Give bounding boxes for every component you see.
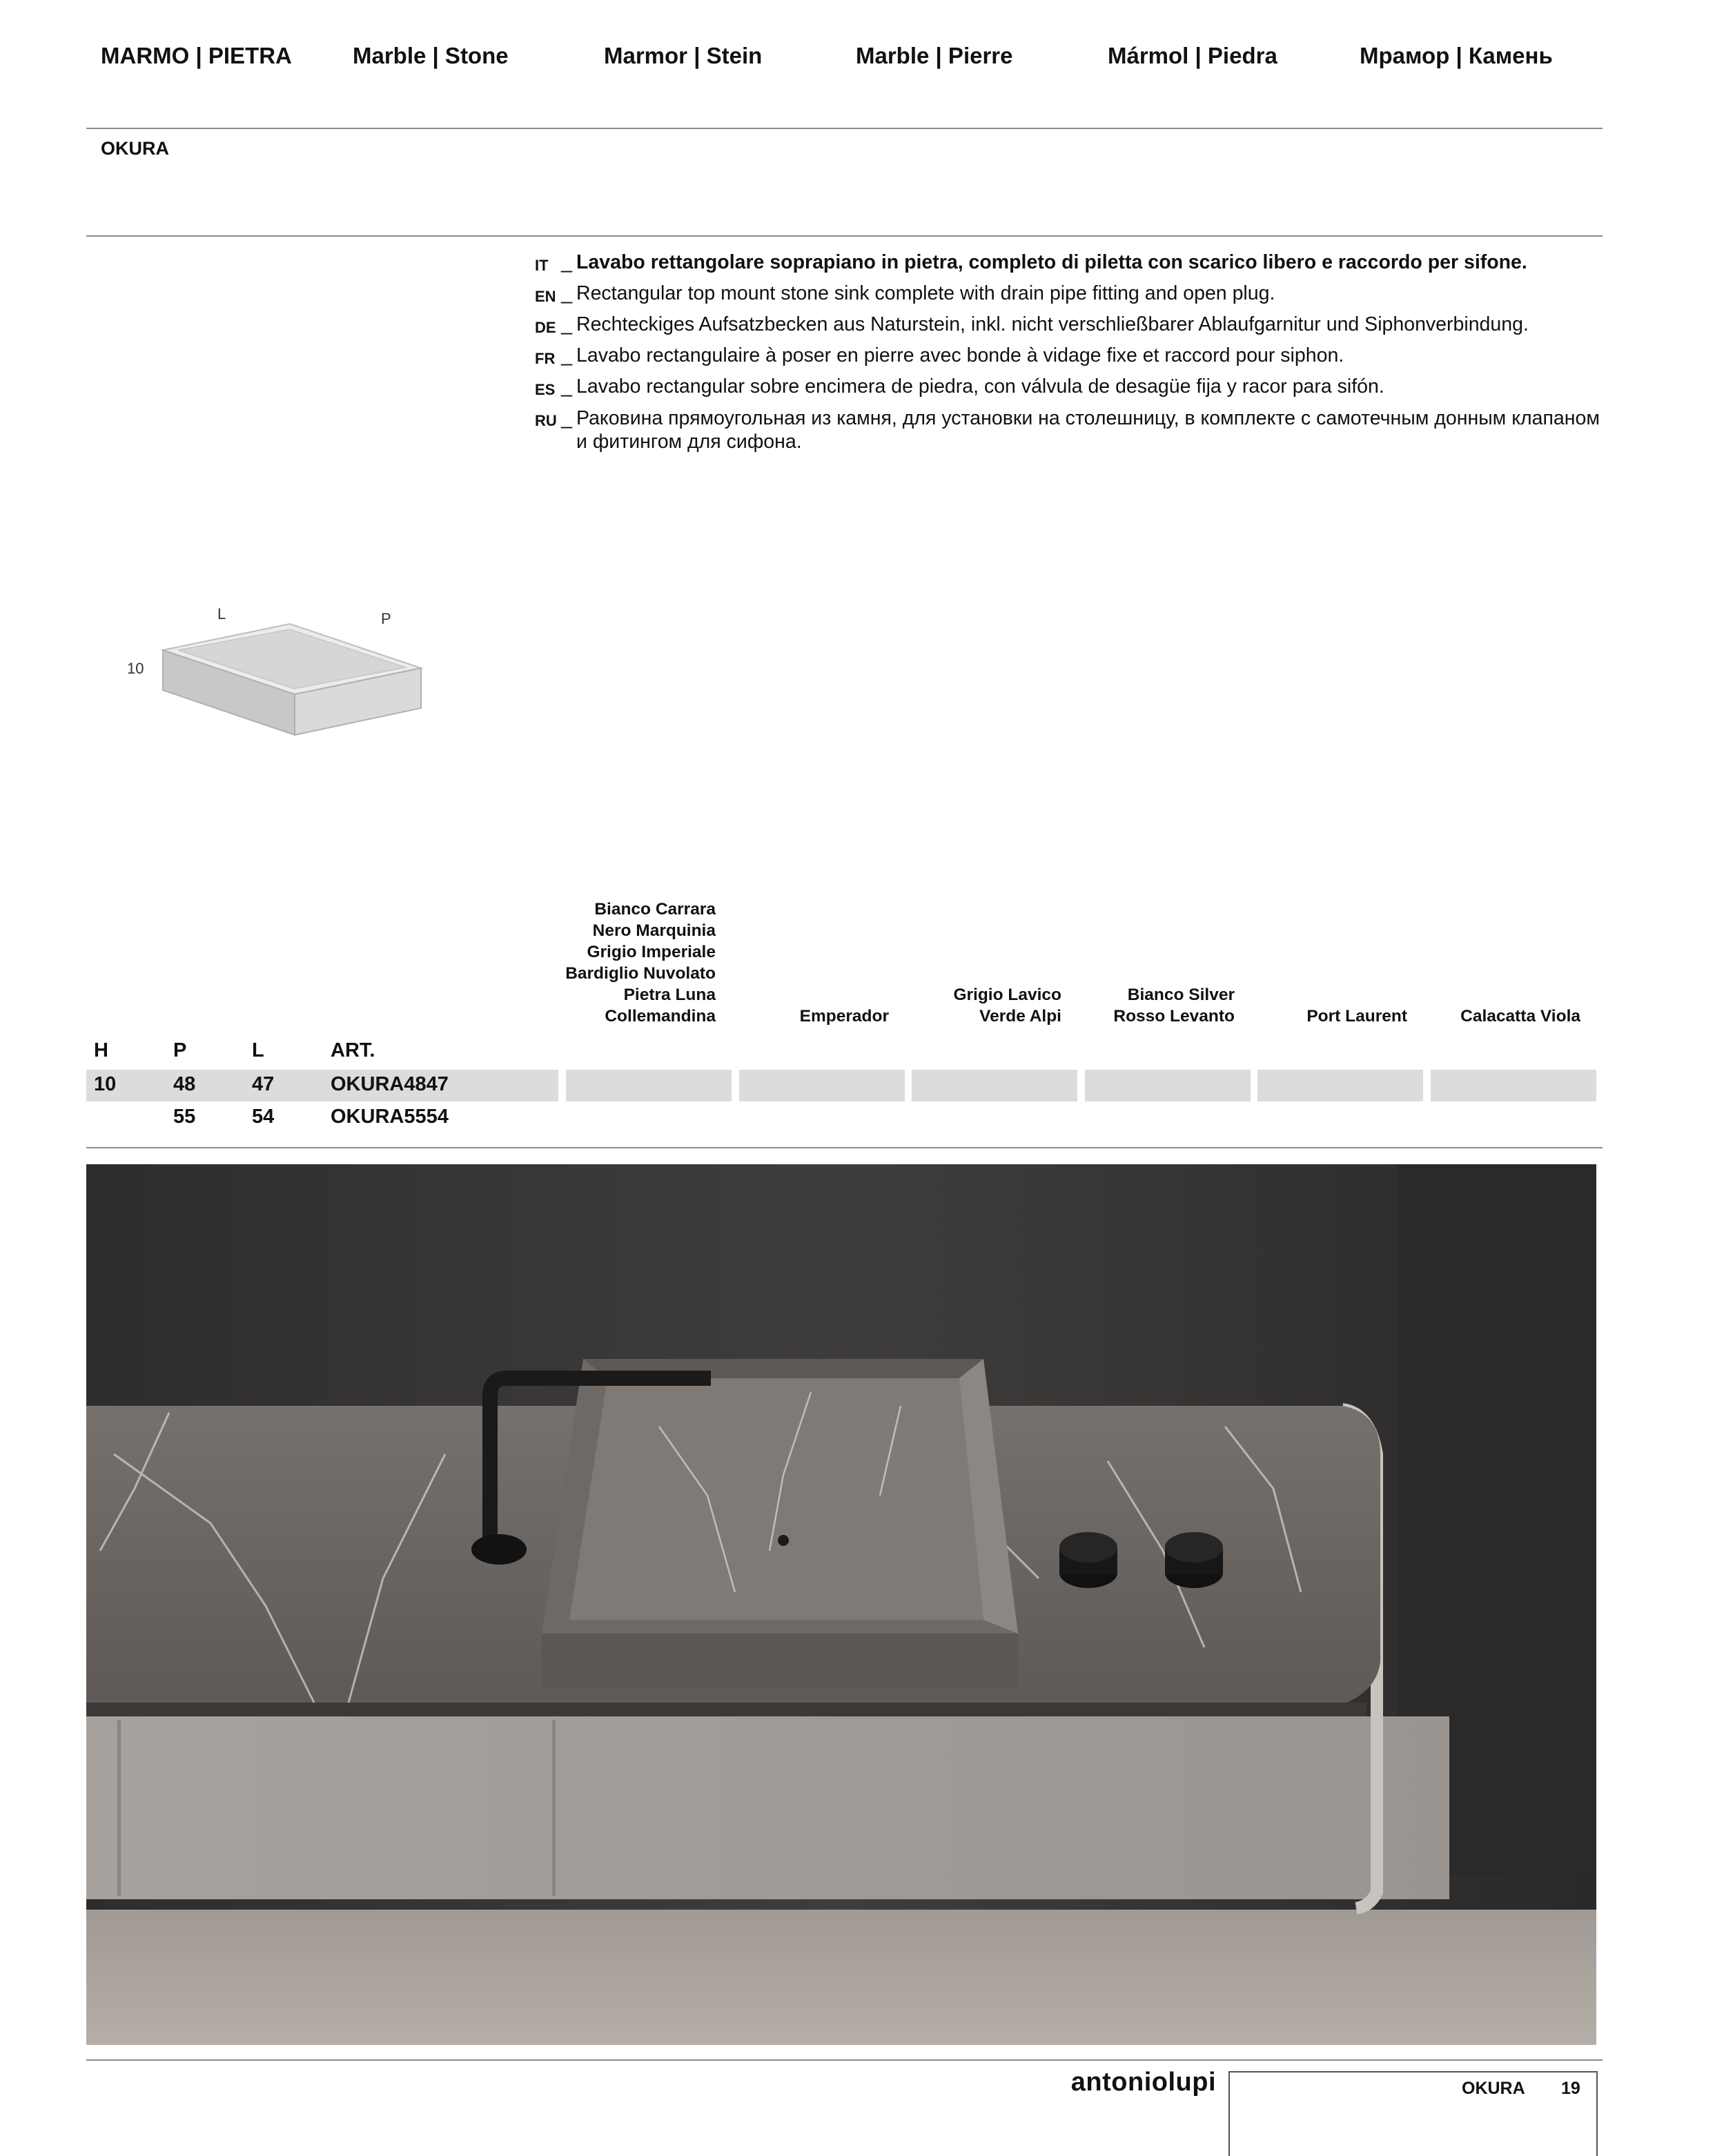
column-header-art: ART.: [331, 1039, 375, 1061]
description-fr: FR _ Lavabo rectangulaire à poser en pierre avec bonde à vidage fixe et raccord pour siphon.: [535, 342, 1612, 373]
footer-box: [1228, 2071, 1598, 2156]
table-cell-p: 48: [173, 1073, 196, 1095]
finish-cell: [1431, 1070, 1596, 1101]
description-text: Lavabo rettangolare soprapiano in pietra, completo di piletta con scarico libero e raccordo per sifone.: [576, 251, 1527, 273]
table-cell-l: 54: [252, 1106, 275, 1128]
table-row-highlight: [86, 1070, 558, 1101]
language-code: ES: [535, 381, 556, 398]
language-code: RU: [535, 412, 557, 429]
table-cell-p: 55: [173, 1106, 196, 1128]
section-divider: [86, 235, 1603, 237]
finish-column-4: [1113, 984, 1235, 1027]
finish-name: Calacatta Viola: [1460, 1007, 1580, 1026]
finish-name: Grigio Imperiale: [587, 943, 716, 961]
finish-name: Pietra Luna: [623, 986, 716, 1004]
product-photo: [86, 1164, 1596, 2045]
table-cell-h: 10: [94, 1073, 117, 1095]
column-header-p: P: [173, 1039, 187, 1061]
language-code: DE: [535, 319, 556, 336]
description-it: IT _ Lavabo rettangolare soprapiano in pietra, completo di piletta con scarico libero e raccordo per sifone.: [535, 248, 1612, 280]
finish-cell: [739, 1070, 905, 1101]
section-title: OKURA: [101, 138, 169, 159]
bathroom-scene-image: [86, 1164, 1596, 2045]
description-text: Lavabo rectangulaire à poser en pierre avec bonde à vidage fixe et raccord pour siphon.: [576, 344, 1344, 366]
finish-column-5: [1306, 1006, 1407, 1027]
header-title-ru: Мрамор | Камень: [1360, 43, 1553, 68]
finish-name: Rosso Levanto: [1113, 1007, 1235, 1026]
table-cell-l: 47: [252, 1073, 275, 1095]
finish-name: Emperador: [799, 1007, 889, 1026]
header-title-de: Marmor | Stein: [604, 43, 763, 68]
product-description: [535, 248, 1612, 453]
description-en: EN _ Rectangular top mount stone sink complete with drain pipe fitting and open plug.: [535, 280, 1612, 311]
header-title-fr: Marble | Pierre: [856, 43, 1013, 68]
finish-name: Bianco Carrara: [594, 900, 716, 919]
sink-technical-drawing: [117, 600, 442, 738]
language-code: EN: [535, 288, 556, 305]
finish-name: Grigio Lavico: [953, 986, 1061, 1004]
description-ru: RU _ Раковина прямоугольная из камня, для установки на столешницу, в комплекте с самотечным донным клапаном и фитингом для сифона.: [535, 406, 1612, 453]
brand-logo: antoniolupi: [1070, 2068, 1216, 2097]
description-text: Lavabo rectangular sobre encimera de piedra, con válvula de desagüe fija y racor para sifón.: [576, 375, 1384, 398]
finish-name: Bianco Silver: [1127, 986, 1235, 1004]
column-header-l: L: [252, 1039, 264, 1061]
finish-cell: [1257, 1070, 1423, 1101]
description-text: Rectangular top mount stone sink complete with drain pipe fitting and open plug.: [576, 282, 1275, 304]
finish-column-2: [800, 1006, 889, 1027]
finish-name: Collemandina: [605, 1007, 716, 1026]
language-code: IT: [535, 257, 549, 274]
finish-name: Verde Alpi: [979, 1007, 1061, 1026]
description-de: DE _ Rechteckiges Aufsatzbecken aus Naturstein, inkl. nicht verschließbarer Ablaufgarnitur und Siphonverbindung.: [535, 311, 1612, 342]
page-number: 19: [1561, 2079, 1580, 2098]
finish-cell: [566, 1070, 732, 1101]
description-es: ES _ Lavabo rectangular sobre encimera de piedra, con válvula de desagüe fija y racor para sifón.: [535, 373, 1612, 404]
footer-section-name: OKURA: [1462, 2079, 1525, 2098]
finish-name: Nero Marquinia: [592, 921, 716, 940]
finish-column-6: [1460, 1006, 1580, 1027]
description-text: Раковина прямоугольная из камня, для установки на столешницу, в комплекте с самотечным донным клапаном и фитингом для сифона.: [576, 407, 1600, 453]
finish-column-1: [565, 899, 716, 1027]
header-title-en: Marble | Stone: [353, 43, 509, 68]
finish-name: Port Laurent: [1306, 1007, 1407, 1026]
dimension-label-l: L: [217, 605, 226, 623]
finish-column-3: [953, 984, 1061, 1027]
language-code: FR: [535, 350, 556, 367]
header-title-es: Mármol | Piedra: [1108, 43, 1277, 68]
sink-drawing-icon: [117, 600, 442, 738]
description-text: Rechteckiges Aufsatzbecken aus Naturstein, inkl. nicht verschließbarer Ablaufgarnitur und Siphonverbindung.: [576, 313, 1529, 335]
table-cell-art: OKURA5554: [331, 1106, 449, 1128]
dimension-label-h: 10: [127, 660, 144, 677]
table-divider: [86, 1147, 1603, 1148]
dimension-label-p: P: [381, 610, 391, 627]
finish-cell: [1085, 1070, 1251, 1101]
finish-name: Bardiglio Nuvolato: [565, 964, 716, 983]
column-header-h: H: [94, 1039, 108, 1061]
finish-cell: [912, 1070, 1077, 1101]
header-title-it: MARMO | PIETRA: [101, 43, 292, 68]
header-divider: [86, 128, 1603, 129]
table-cell-art: OKURA4847: [331, 1073, 449, 1095]
footer-divider: [86, 2059, 1603, 2061]
